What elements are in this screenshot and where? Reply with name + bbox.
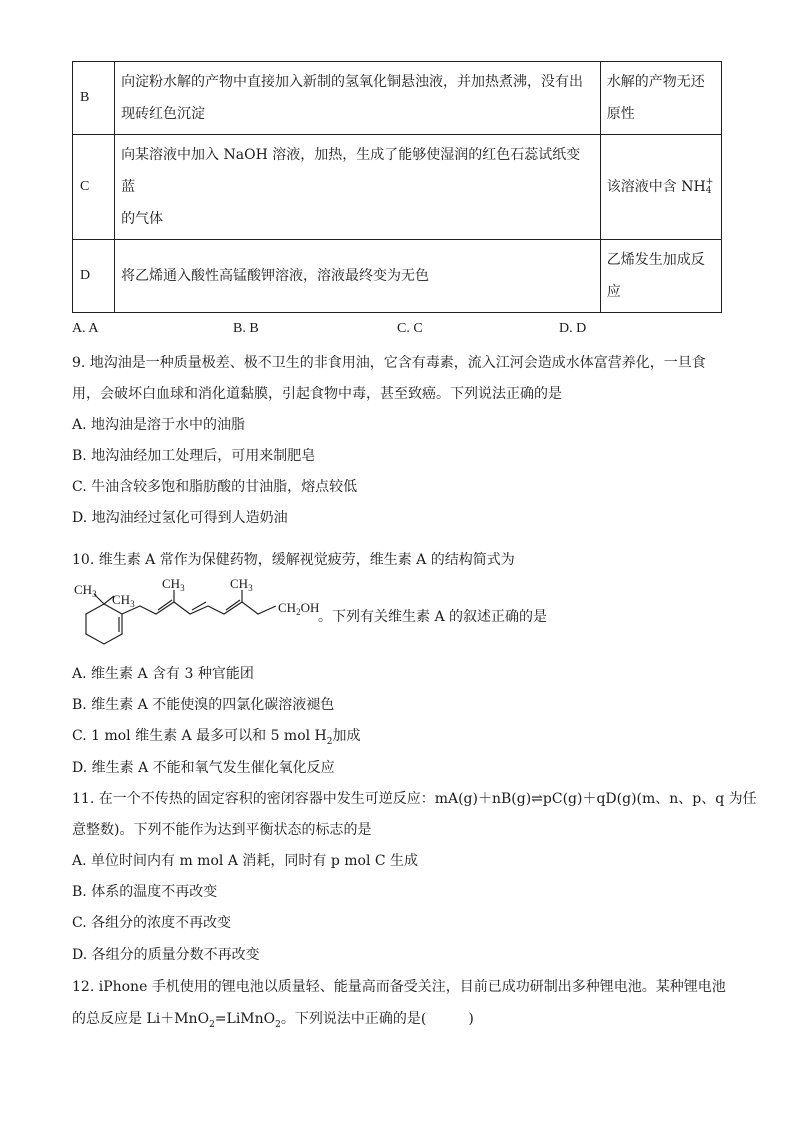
methyl-label: $CH_3$ xyxy=(74,582,97,599)
q10-option-d: D. 维生素 A 不能和氧气发生催化氧化反应 xyxy=(72,760,335,776)
answer-d: D. D xyxy=(559,321,587,336)
q9-option-c: C. 牛油含较多饱和脂肪酸的甘油脂，熔点较低 xyxy=(72,479,358,495)
q11-option-a: A. 单位时间内有 m mol A 消耗，同时有 p mol C 生成 xyxy=(72,853,419,869)
q10-option-a: A. 维生素 A 含有 3 种官能团 xyxy=(72,666,254,682)
row-conclusion: 水解的产物无还 原性 xyxy=(600,62,721,135)
row-operation: 向淀粉水解的产物中直接加入新制的氢氧化铜悬浊液，并加热煮沸，没有出 现砖红色沉淀 xyxy=(115,62,601,135)
q10-option-b: B. 维生素 A 不能使溴的四氯化碳溶液褪色 xyxy=(72,697,335,713)
table-row xyxy=(73,135,722,240)
q11-stem-line1: 11. 在一个不传热的固定容积的密闭容器中发生可逆反应：mA(g)＋nB(g)⇌pC(g)＋qD(g)(m、n、p、q 为任 xyxy=(72,791,757,807)
q12-stem-line1: 12. iPhone 手机使用的锂电池以质量轻、能量高而备受关注，目前已成功研制出多种锂电池。某种锂电池 xyxy=(72,979,726,995)
q10-option-c: C. 1 mol 维生素 A 最多可以和 5 mol $H_2$加成 xyxy=(72,728,361,747)
q10-stem-line1: 10. 维生素 A 常作为保健药物，缓解视觉疲劳，维生素 A 的结构简式为 xyxy=(72,552,515,568)
row-conclusion: 乙烯发生加成反 应 xyxy=(600,240,721,313)
q11-stem-line2: 意整数)。下列不能作为达到平衡状态的标志的是 xyxy=(72,822,372,838)
q9-stem-line2: 用，会破坏白血球和消化道黏膜，引起食物中毒，甚至致癌。下列说法正确的是 xyxy=(72,386,562,402)
q9-option-d: D. 地沟油经过氢化可得到人造奶油 xyxy=(72,510,288,526)
q11-option-b: B. 体系的温度不再改变 xyxy=(72,884,218,900)
ch2oh-label: $CH_2OH$ xyxy=(278,600,320,617)
vitamin-a-structure xyxy=(72,576,322,648)
q11-option-d: D. 各组分的质量分数不再改变 xyxy=(72,947,260,963)
answer-c: C. C xyxy=(397,321,423,336)
row-key: C xyxy=(73,135,115,240)
methyl-label: $CH_3$ xyxy=(112,592,135,609)
methyl-label: $CH_3$ xyxy=(230,576,253,593)
q11-option-c: C. 各组分的浓度不再改变 xyxy=(72,915,232,931)
q9-option-b: B. 地沟油经加工处理后，可用来制肥皂 xyxy=(72,448,316,464)
methyl-label: $CH_3$ xyxy=(162,576,185,593)
q9-stem-line1: 9. 地沟油是一种质量极差、极不卫生的非食用油，它含有毒素，流入江河会造成水体富营养化，一旦食 xyxy=(72,355,706,371)
row-operation: 向某溶液中加入 NaOH 溶液，加热，生成了能够使湿润的红色石蕊试纸变蓝 的气体 xyxy=(115,135,601,240)
q9-option-a: A. 地沟油是溶于水中的油脂 xyxy=(72,417,246,433)
table-row xyxy=(73,62,722,135)
row-key: D xyxy=(73,240,115,313)
q10-stem-line2: 。下列有关维生素 A 的叙述正确的是 xyxy=(318,609,548,625)
answer-a: A. A xyxy=(72,321,99,336)
row-key: B xyxy=(73,62,115,135)
row-conclusion: 该溶液中含 NH+ 4 xyxy=(600,135,721,240)
q12-stem-line2: 的总反应是 Li＋MnO$_2$=LiMnO$_2$。下列说法中正确的是( ) xyxy=(72,1011,474,1030)
row-operation: 将乙烯通入酸性高锰酸钾溶液，溶液最终变为无色 xyxy=(115,240,601,313)
answer-b: B. B xyxy=(233,321,259,336)
options-table xyxy=(72,61,722,313)
table-row xyxy=(73,240,722,313)
